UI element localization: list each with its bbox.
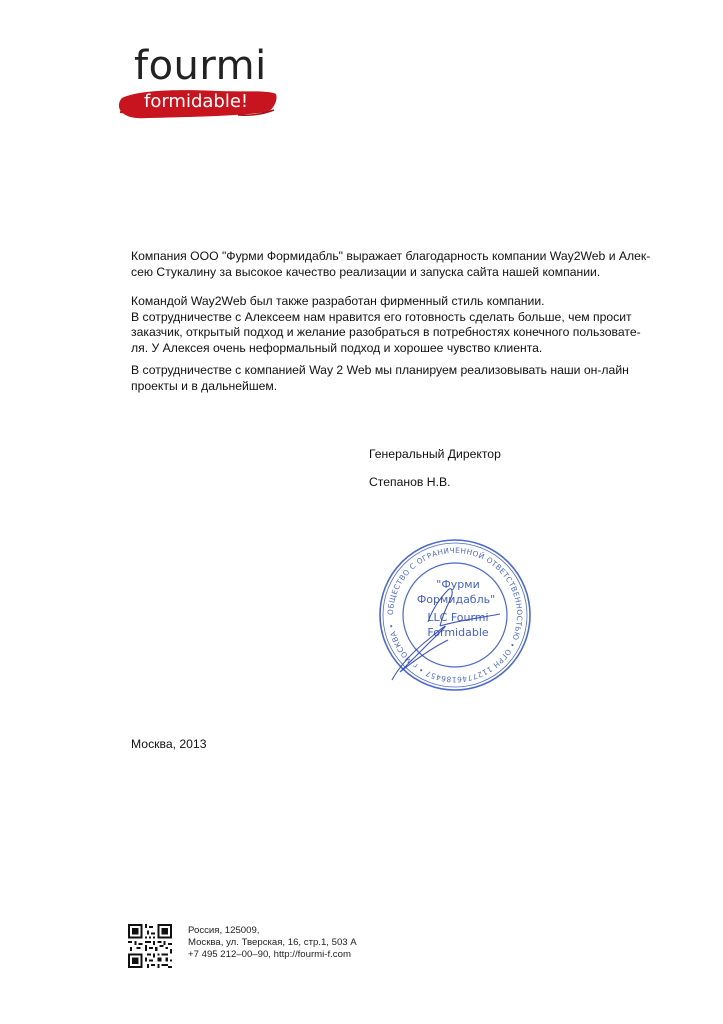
paragraph-line: В сотрудничестве с компанией Way 2 Web мы планируем реализовывать наши он-лайн bbox=[131, 363, 629, 377]
stamp-ring-text: ОБЩЕСТВО С ОГРАНИЧЕННОЙ ОТВЕТСТВЕННОСТЬЮ • ОГРН 1127746186457 • г.МОСКВА • bbox=[385, 545, 525, 685]
footer-line: Россия, 125009, bbox=[188, 925, 260, 936]
footer-address bbox=[188, 925, 357, 962]
signatory-name: Степанов Н.В. bbox=[369, 475, 451, 489]
place-and-date: Москва, 2013 bbox=[131, 737, 207, 751]
letter-paragraph-1 bbox=[131, 249, 656, 280]
footer-line: +7 495 212–00–90, http://fourmi-f.com bbox=[188, 949, 351, 961]
paragraph-line: проекты и в дальнейшем. bbox=[131, 378, 278, 393]
logo-wordmark: fourmi bbox=[134, 43, 267, 89]
paragraph-line: Командой Way2Web был также разработан фирменный стиль компании. bbox=[131, 294, 545, 308]
stamp-center-line: "Фурми bbox=[436, 578, 480, 591]
paragraph-line: В сотрудничестве с Алексеем нам нравится его готовность сделать больше, чем просит bbox=[131, 309, 632, 324]
paragraph-line: Компания ООО "Фурми Формидабль" выражает благодарность компании Way2Web и Алек- bbox=[131, 249, 651, 263]
letter-paragraph-3 bbox=[131, 363, 656, 394]
company-stamp bbox=[370, 530, 540, 700]
logo-tagline: formidable! bbox=[144, 91, 249, 112]
footer-line: Москва, ул. Тверская, 16, стр.1, 503 А bbox=[188, 937, 357, 949]
letter-paragraph-2 bbox=[131, 294, 656, 356]
qr-code bbox=[128, 924, 172, 968]
paragraph-line: заказчик, открытый подход и желание разобраться в потребностях конечного пользовате- bbox=[131, 325, 641, 340]
paragraph-line: сею Стукалину за высокое качество реализации и запуска сайта нашей компании. bbox=[131, 264, 601, 279]
stamp-center-line: Формидабль" bbox=[416, 593, 496, 606]
paragraph-line: ля. У Алексея очень неформальный подход и хорошее чувство клиента. bbox=[131, 340, 543, 355]
signatory-title: Генеральный Директор bbox=[369, 447, 501, 461]
stamp-center-line: LLC Fourmi bbox=[427, 611, 489, 624]
stamp-center-line: Formidable bbox=[427, 626, 489, 639]
company-logo bbox=[118, 44, 278, 134]
